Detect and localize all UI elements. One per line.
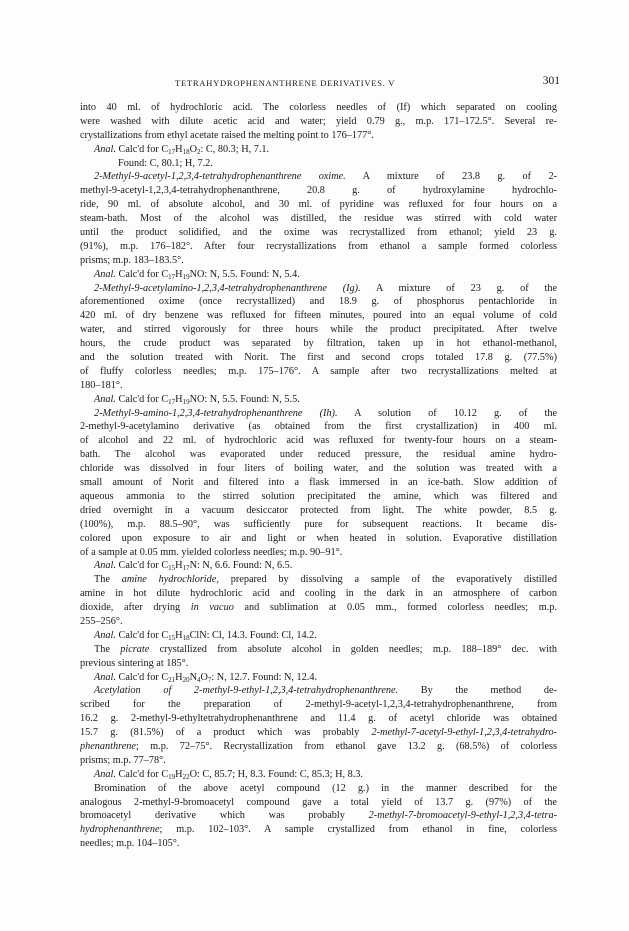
text-line: Anal. Calc'd for $C_{15}H_{17}N$: N, 6.6. Found: N, 6.5. [94,560,293,573]
text-line: analogous 2-methyl-9-bromoacetyl compound gave a total yield of 13.7 g. (97%) of the [80,796,557,808]
text-line: phenanthrene; m.p. 72–75°. Recrystallization from ethanol gave 13.2 g. (68.5%) of colorless [80,740,557,752]
text-line: Anal. Calc'd for $C_{17}H_{18}O_2$: C, 80.3; H, 7.1. [94,143,270,156]
article-body [80,101,557,851]
text-line: into 40 ml. of hydrochloric acid. The colorless needles of (If) which separated on cooling [80,102,557,113]
text-line: needles; m.p. 104–105°. [80,838,180,850]
text-line: Bromination of the above acetyl compound (12 g.) in the manner described for the [94,782,557,794]
text-line: bromoacetyl derivative which was probably 2-methyl-7-bromoacetyl-9-ethyl-1,2,3,4-tetra- [80,810,557,822]
page-number: 301 [542,75,560,87]
text-line: aforementioned oxime (once recrystallized) and 18.9 g. of phosphorus pentachloride in [80,296,557,308]
text-line: 255–256°. [80,615,123,627]
text-line: of alcohol and 22 ml. of hydrochloric acid was refluxed for twenty-four hours on a steam- [80,435,557,447]
text-line: ride, 90 ml. of absolute alcohol, and 30 ml. of pyridine was refluxed for four hours on a [80,199,557,211]
text-line: 15.7 g. (81.5%) of a product which was probably 2-methyl-7-acetyl-9-ethyl-1,2,3,4-tetrahydro- [80,727,557,739]
text-line: hydrophenanthrene; m.p. 102–103°. A sample crystallized from ethanol in fine, colorless [80,824,557,836]
text-line: dried overnight in a vacuum desiccator protected from light. The white powder, 8.5 g. [80,504,557,516]
text-line: 180–181°. [80,379,123,391]
text-line: 2-methyl-9-acetylamino derivative (as obtained from the first crystallization) in 400 ml. [80,421,557,433]
text-line: hours, the crude product was separated by filtration, taken up in hot ethanol-methanol, [80,338,557,350]
text-line: The amine hydrochloride, prepared by dissolving a sample of the evaporatively distilled [94,574,557,586]
text-line: (91%), m.p. 176–182°. After four recrystallizations from ethanol a sample formed colorless [80,240,557,252]
text-line: chloride was dissolved in four liters of boiling water, and the solution was treated with a [80,463,557,475]
text-line: bath. The alcohol was evaporated under reduced pressure, the residual amine hydro- [80,449,557,461]
text-line: methyl-9-acetyl-1,2,3,4-tetrahydrophenanthrene, 20.8 g. of hydroxylamine hydrochlo- [80,185,557,197]
text-line: (100%), m.p. 88.5–90°, was sufficiently pure for subsequent reactions. It became dis- [80,518,557,530]
text-line: Anal. Calc'd for $C_{15}H_{18}ClN$: Cl, 14.3. Found: Cl, 14.2. [94,629,317,642]
text-line: colored upon exposure to air and light or when heated in solution. Evaporative distillation [80,532,557,544]
text-line: scribed for the preparation of 2-methyl-9-acetyl-1,2,3,4-tetrahydrophenanthrene, from [80,699,557,711]
text-line: prisms; m.p. 183–183.5°. [80,254,184,266]
text-line: 16.2 g. 2-methyl-9-ethyltetrahydrophenanthrene and 11.4 g. of acetyl chloride was obtained [80,713,557,725]
text-line: of fluffy colorless needles; m.p. 175–176°. A sample after two recrystallizations melted at [80,365,557,377]
text-line: of a sample at 0.05 mm. yielded colorless needles; m.p. 90–91°. [80,546,343,558]
text-line: Acetylation of 2-methyl-9-ethyl-1,2,3,4-tetrahydrophenanthrene. By the method de- [94,685,557,697]
running-head: TETRAHYDROPHENANTHRENE DERIVATIVES. V [175,78,396,88]
text-line: prisms; m.p. 77–78°. [80,754,166,766]
text-line: Anal. Calc'd for $C_{17}H_{19}NO$: N, 5.5. Found: N, 5.5. [94,393,300,406]
text-line: 2-Methyl-9-acetylamino-1,2,3,4-tetrahydrophenanthrene (Ig). A mixture of 23 g. of the [94,282,557,294]
text-line: amine in hot dilute hydrochloric acid and cooling in the dark in an atmosphere of carbon [80,588,557,600]
text-line: water, and stirred vigorously for three hours while the product precipitated. After twelve [80,324,557,336]
text-line: until the product solidified, and the oxime was recrystallized from ethanol; yield 23 g. [80,227,557,239]
text-line: Anal. Calc'd for $C_{19}H_{22}O$: C, 85.7; H, 8.3. Found: C, 85.3; H, 8.3. [94,768,363,781]
text-line: previous sintering at 185°. [80,657,189,669]
text-line: 2-Methyl-9-amino-1,2,3,4-tetrahydrophenanthrene (Ih). A solution of 10.12 g. of the [94,407,557,419]
text-line: The picrate crystallized from absolute alcohol in golden needles; m.p. 188–189° dec. with [94,643,557,655]
text-line: Found: C, 80.1; H, 7.2. [118,157,213,169]
text-line: Anal. Calc'd for $C_{21}H_{20}N_4O_7$: N, 12.7. Found: N, 12.4. [94,671,318,684]
text-line: aqueous ammonia to the stirred solution precipitated the amine, which was filtered and [80,490,557,502]
text-line: dioxide, after drying in vacuo and sublimation at 0.05 mm., formed colorless needles; m.p. [80,602,557,614]
text-line: crystallizations from ethyl acetate raised the melting point to 176–177°. [80,129,374,141]
text-line: and the solution treated with Norit. The first and second crops totaled 17.8 g. (77.5%) [80,352,557,364]
text-line: were washed with dilute acetic acid and water; yield 0.79 g., m.p. 171–172.5°. Several re- [80,115,557,127]
text-line: steam-bath. Most of the alcohol was distilled, the residue was stirred with cold water [80,213,557,225]
text-line: 420 ml. of dry benzene was refluxed for fifteen minutes, poured into an equal volume of cold [80,310,557,322]
text-line: small amount of Norit and filtered into a flask immersed in an ice-bath. Slow addition of [80,477,557,489]
text-line: 2-Methyl-9-acetyl-1,2,3,4-tetrahydrophenanthrene oxime. A mixture of 23.8 g. of 2- [94,171,557,183]
page-header [80,76,560,92]
text-line: Anal. Calc'd for $C_{17}H_{19}NO$: N, 5.5. Found: N, 5.4. [94,268,300,281]
